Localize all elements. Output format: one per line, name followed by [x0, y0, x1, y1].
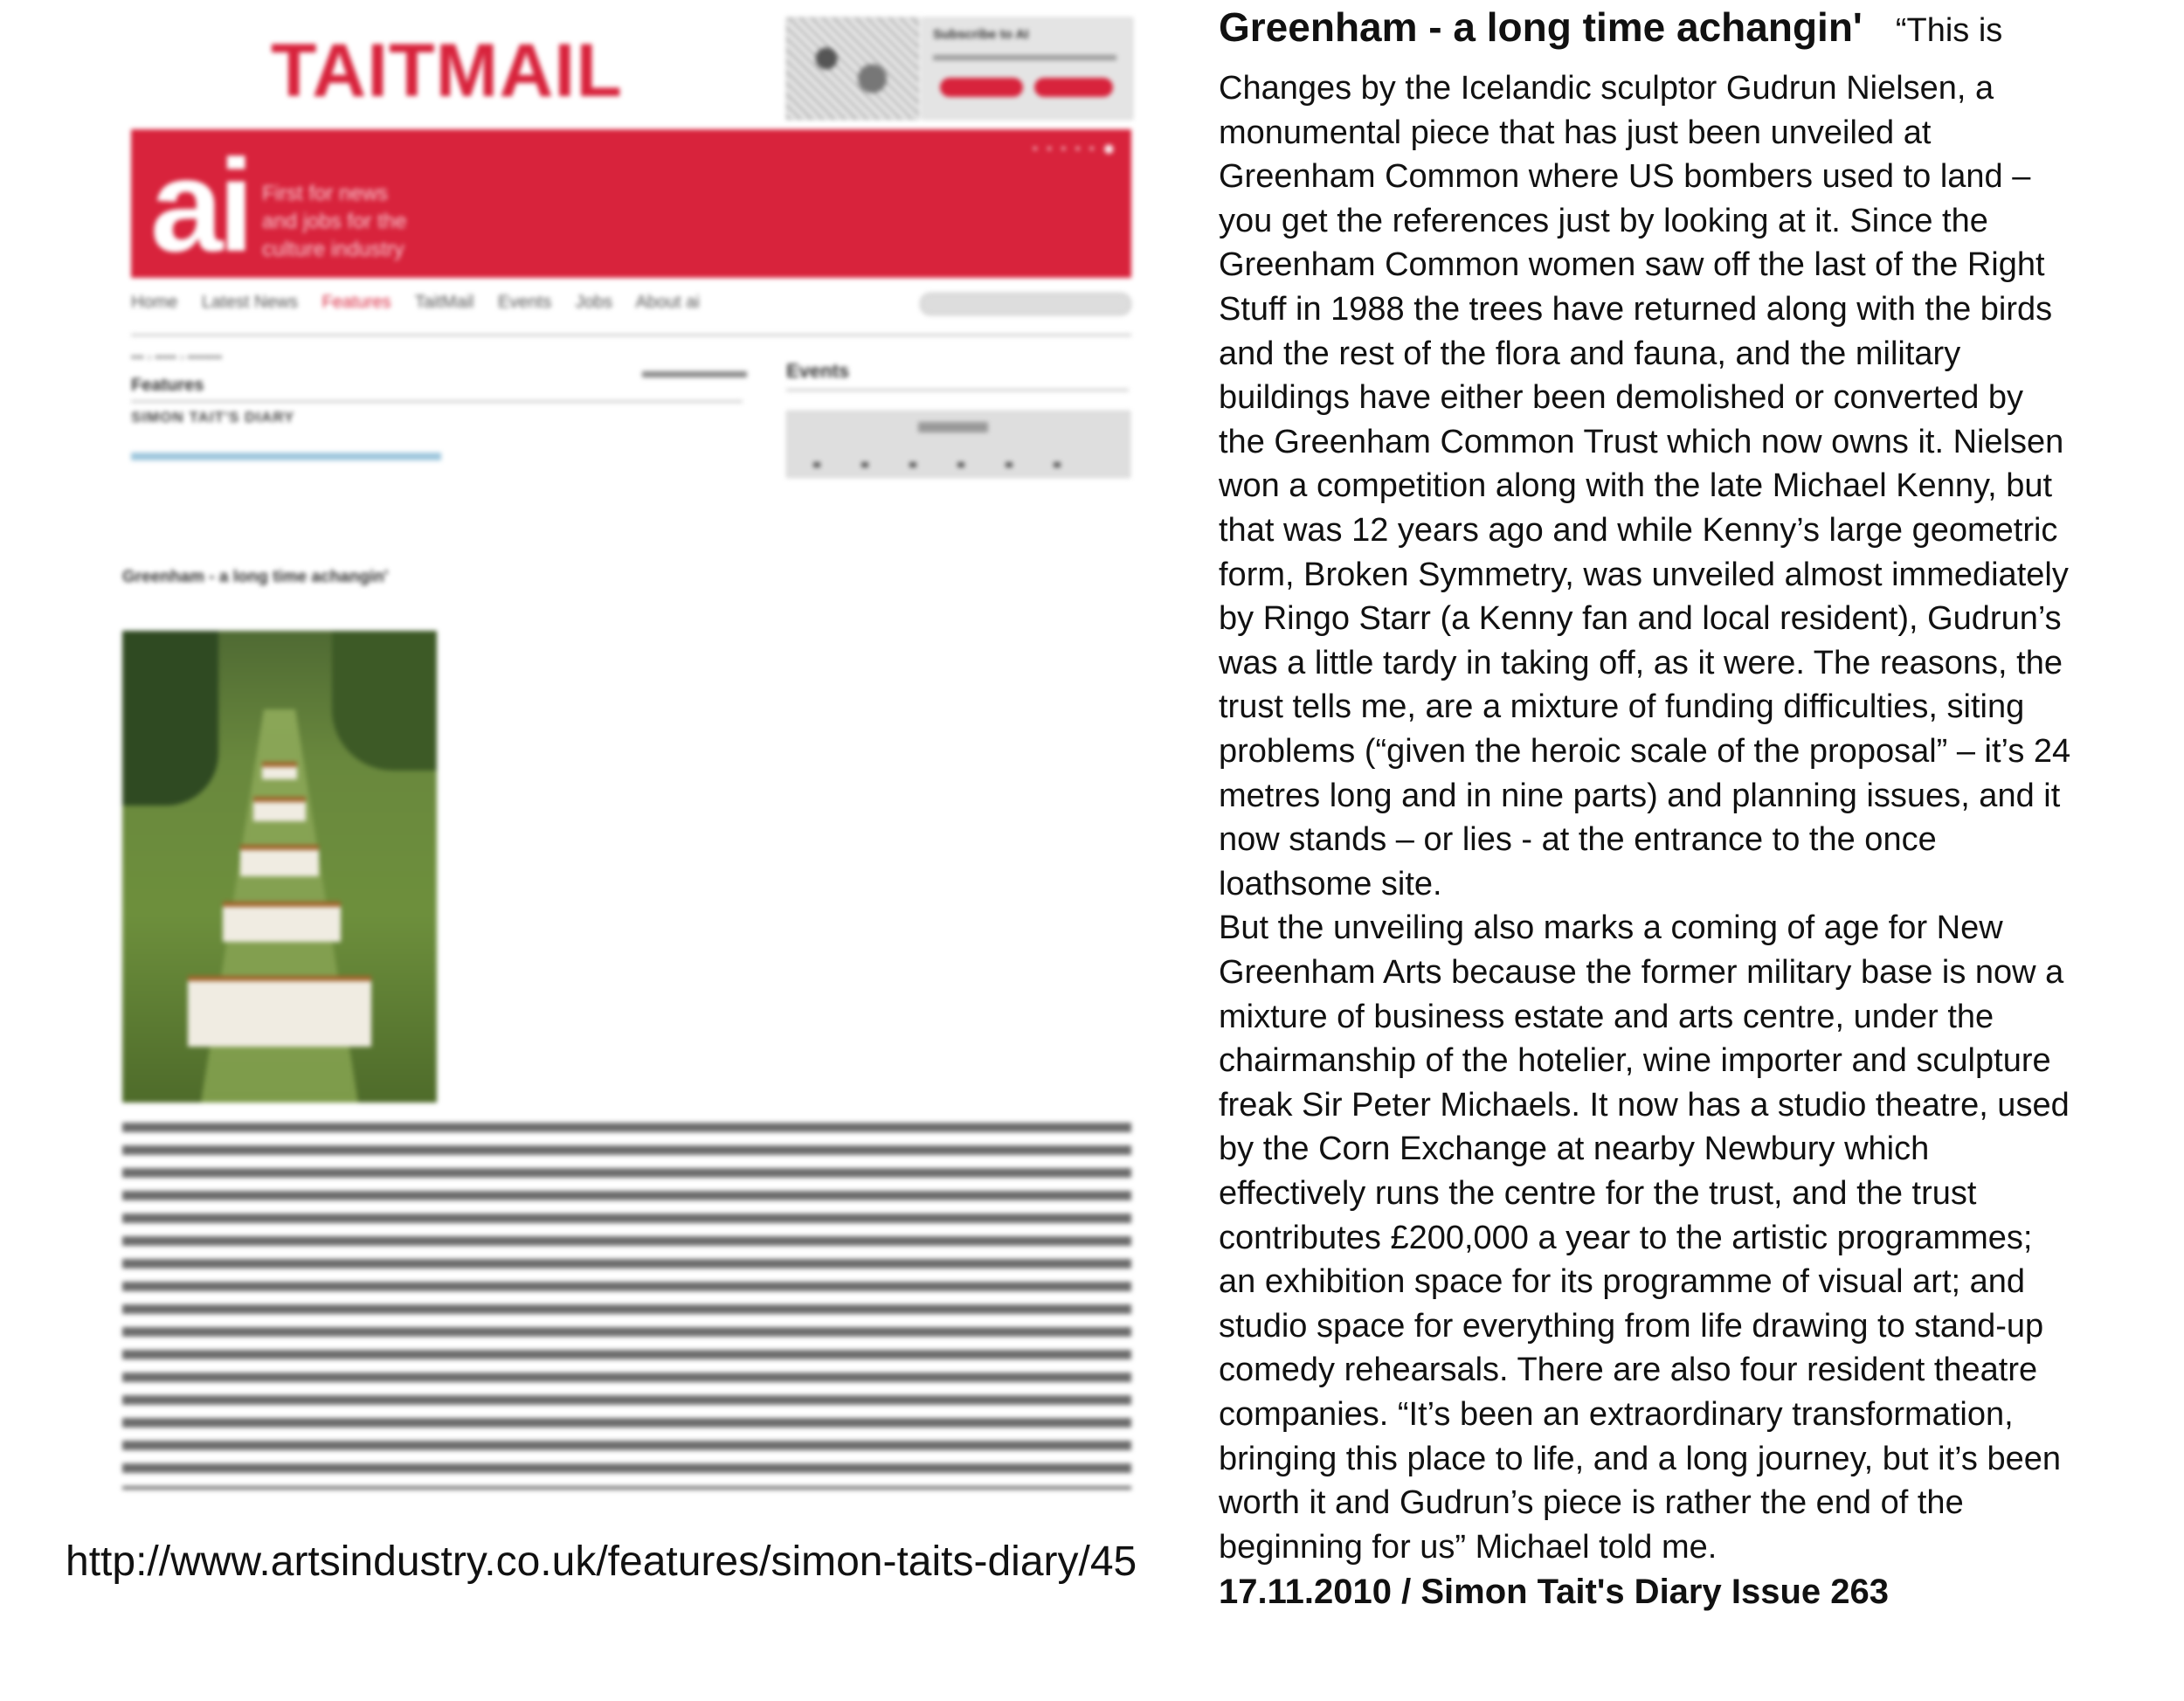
nav-divider — [131, 334, 1131, 336]
header-thumbnail-image — [786, 17, 919, 120]
ai-logo: ai — [150, 132, 250, 279]
ai-tagline-line: culture industry — [262, 238, 404, 261]
tree-shape — [122, 631, 218, 806]
article-line: the Greenham Common Trust which now owns it. Nielsen — [1219, 423, 2064, 460]
search-input[interactable] — [920, 293, 1131, 315]
events-divider — [786, 389, 1129, 391]
features-rss-link[interactable] — [642, 371, 747, 377]
article-line: bringing this place to life, and a long journey, but it’s been — [1219, 1440, 2062, 1477]
diary-link[interactable] — [131, 453, 441, 460]
sculpture-block — [188, 976, 371, 1047]
article-line: chairmanship of the hotelier, wine importer and sculpture — [1219, 1042, 2051, 1080]
nav-item-about[interactable]: About ai — [635, 293, 700, 312]
subscribe-button[interactable] — [940, 78, 1023, 97]
article-line: loathsome site. — [1219, 865, 1442, 902]
calendar-month — [918, 422, 988, 432]
subscribe-text — [933, 55, 1116, 60]
features-heading: Features — [131, 376, 204, 395]
article-line: by the Corn Exchange at nearby Newbury which — [1219, 1131, 1930, 1168]
article-line: Greenham Common where US bombers used to land – — [1219, 158, 2031, 196]
screenshot-article-title: Greenham - a long time achangin' — [122, 568, 389, 586]
sculpture-block — [253, 797, 306, 821]
rss-icon[interactable]: ◉ — [1103, 142, 1114, 155]
ai-tagline — [262, 180, 406, 264]
article-line: you get the references just by looking at it. Since the — [1219, 202, 1988, 239]
events-calendar[interactable] — [786, 411, 1130, 478]
article-line: mixture of business estate and arts centre, under the — [1219, 998, 1994, 1035]
article-line: an exhibition space for its programme of visual art; and — [1219, 1263, 2026, 1301]
article-line: Greenham Common women saw off the last of the Right — [1219, 246, 2045, 284]
article-line: Stuff in 1988 the trees have returned along with the birds — [1219, 291, 2053, 328]
ai-tagline-line: and jobs for the — [262, 210, 407, 233]
article-line: now stands – or lies - at the entrance to the once — [1219, 821, 1937, 859]
taitmail-logo: TAITMAIL — [271, 29, 623, 113]
article-header — [1219, 3, 2002, 51]
nav-item-jobs[interactable]: Jobs — [575, 293, 613, 312]
article-line: But the unveiling also marks a coming of age for New — [1219, 909, 2003, 947]
breadcrumb[interactable]: ▪▪▪ › ▪▪▪▪▪ › ▪▪▪▪▪▪▪▪ — [131, 349, 223, 363]
header-links[interactable]: ▪ ▪ ▪ ▪ ▪ ◉ — [1033, 142, 1114, 155]
article-signature: 17.11.2010 / Simon Tait's Diary Issue 263 — [1219, 1573, 1889, 1612]
features-divider — [131, 400, 743, 403]
subscribe-title: Subscribe to AI — [933, 27, 1029, 42]
login-button[interactable] — [1034, 78, 1113, 97]
main-nav — [131, 293, 1131, 322]
webpage-screenshot — [122, 17, 1136, 1503]
ai-tagline-line: First for news — [262, 182, 389, 205]
sculpture-photo — [122, 631, 437, 1103]
sculpture-block — [240, 845, 319, 876]
nav-item-home[interactable]: Home — [131, 293, 178, 312]
nav-item-events[interactable]: Events — [498, 293, 552, 312]
article-line: by Ringo Starr (a Kenny fan and local resident), Gudrun’s — [1219, 600, 2062, 638]
nav-item-taitmail[interactable]: TaitMail — [414, 293, 474, 312]
nav-item-latest-news[interactable]: Latest News — [201, 293, 298, 312]
article-opening-quote: “This is — [1895, 12, 2003, 49]
article-line: that was 12 years ago and while Kenny’s large geometric — [1219, 512, 2058, 549]
article-line: buildings have either been demolished or converted by — [1219, 379, 2024, 417]
article-line: worth it and Gudrun’s piece is rather the end of the — [1219, 1484, 1964, 1522]
article-line: won a competition along with the late Michael Kenny, but — [1219, 467, 2053, 505]
article-title: Greenham - a long time achangin' — [1219, 4, 1863, 50]
article-line: companies. “It’s been an extraordinary transformation, — [1219, 1396, 2014, 1433]
article-line: studio space for everything from life drawing to stand-up — [1219, 1307, 2044, 1345]
article-line: freak Sir Peter Michaels. It now has a studio theatre, used — [1219, 1086, 2070, 1124]
tree-shape — [332, 631, 437, 771]
article-line: and the rest of the flora and fauna, and the military — [1219, 335, 1961, 372]
article-line: trust tells me, are a mixture of funding difficulties, siting — [1219, 688, 2025, 726]
article-line: problems (“given the heroic scale of the proposal” – it’s 24 — [1219, 733, 2071, 770]
article-line: effectively runs the centre for the trust, and the trust — [1219, 1175, 1977, 1212]
article-line: metres long and in nine parts) and planning issues, and it — [1219, 777, 2061, 814]
screenshot-body-text — [122, 1123, 1131, 1490]
sculpture-block — [262, 762, 297, 779]
article-line: was a little tardy in taking off, as it were. The reasons, the — [1219, 644, 2063, 681]
sculpture-block — [223, 902, 341, 942]
article-line: monumental piece that has just been unveiled at — [1219, 114, 1932, 151]
article-line: Greenham Arts because the former military base is now a — [1219, 954, 2064, 991]
article-line: contributes £200,000 a year to the artistic programmes; — [1219, 1219, 2033, 1256]
events-heading: Events — [786, 360, 850, 382]
calendar-weekdays — [813, 462, 1102, 467]
article-line: beginning for us” Michael told me. — [1219, 1528, 1717, 1566]
article-line: Changes by the Icelandic sculptor Gudrun Nielsen, a — [1219, 70, 1994, 107]
article-line: form, Broken Symmetry, was unveiled almost immediately — [1219, 556, 2069, 593]
nav-item-features[interactable]: Features — [321, 293, 391, 312]
ai-banner — [131, 129, 1131, 278]
article-line: comedy rehearsals. There are also four resident theatre — [1219, 1352, 2038, 1389]
subscribe-box — [922, 17, 1133, 120]
diary-heading: SIMON TAIT'S DIARY — [131, 409, 295, 425]
source-url: http://www.artsindustry.co.uk/features/simon-taits-diary/45 — [66, 1539, 1137, 1585]
